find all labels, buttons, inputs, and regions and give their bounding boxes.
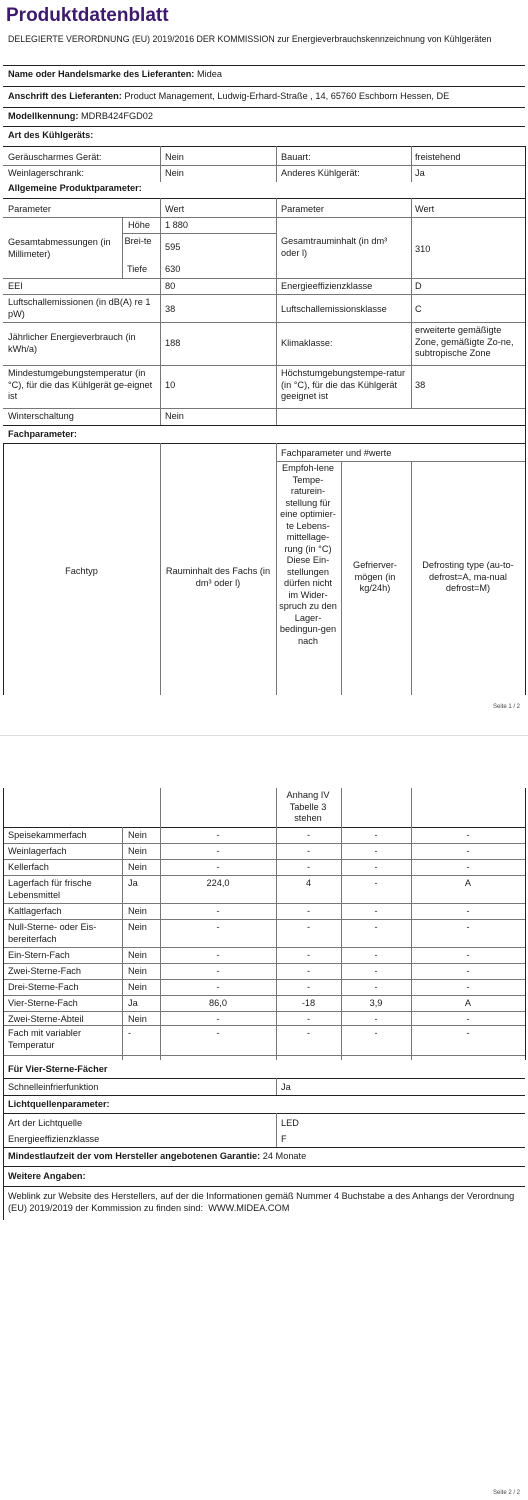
design-value: freistehend [415,152,461,162]
comp-present-cell: Ja [128,878,138,888]
col-value-header-2: Wert [415,204,435,214]
warranty-row [8,1151,306,1163]
comp-present-cell: Nein [128,922,147,932]
row-divider [3,859,525,860]
row-divider [3,979,525,980]
comp-type-cell: Null-Sterne- oder Eis-bereiterfach [8,922,97,944]
comp-temp-cell: - [306,982,311,992]
comp-volume-cell: - [216,950,220,960]
eclass-label: Energieeffizienzklasse [281,281,373,291]
comp-present-cell: Ja [128,998,138,1008]
comp-present-cell: Nein [128,950,147,960]
warranty-value: 24 Monate [262,1151,307,1161]
comp-defrost-cell: - [466,950,470,960]
comp-present-cell: - [128,1028,132,1038]
eei-label: EEI [8,281,23,291]
comp-freeze-cell: - [374,862,378,872]
row-divider [3,875,525,876]
comp-type-cell: Kellerfach [8,862,49,872]
row-divider [3,963,525,964]
comp-type-cell: Zwei-Sterne-Fach [8,966,82,976]
supplier-name-label: Name oder Handelsmarke des Lieferanten: [8,69,195,79]
comp-defrost-cell: A [464,878,472,888]
warranty-label: Mindestlaufzeit der vom Hersteller angebotenen Garantie: [8,1151,261,1161]
weblink-text: Weblink zur Website des Herstellers, auf der die Informationen gemäß Nummer 4 Buchstabe a des Anhangs der Verordnung (EU) 2019/2019 der Kommission zu finden sind: [8,1191,515,1214]
comp-temp-cell: - [306,862,311,872]
col-param-header-2: Parameter [281,204,324,214]
min-temp-value: 10 [165,380,176,390]
model-row [8,111,153,123]
light-type-value: LED [281,1118,299,1128]
col-value-header: Wert [165,204,185,214]
model-label: Modellkennung: [8,111,79,121]
dims-label: Gesamtabmessungen (in Millimeter) [8,237,111,259]
comp-present-cell: Nein [128,906,147,916]
comp-freeze-header: Gefrierver-mögen (in kg/24h) [353,560,397,593]
volume-value: 310 [415,244,431,254]
comp-volume-cell: - [216,862,220,872]
comp-freeze-cell: - [374,878,378,888]
noise-label: Luftschallemissionen (in dB(A) re 1 pW) [8,297,151,319]
annual-label: Jährlicher Energieverbrauch (in kWh/a) [8,332,136,354]
light-class-label: Energieeffizienzklasse [8,1134,100,1144]
comp-freeze-cell: - [374,966,378,976]
light-type-label: Art der Lichtquelle [8,1118,83,1128]
comp-type-cell: Lagerfach für frische Lebensmittel [8,878,92,900]
comp-type-header: Fachtyp [65,566,98,576]
climate-label: Klimaklasse: [281,338,333,348]
annual-value: 188 [165,338,181,348]
wine-value: Nein [165,168,184,178]
row-divider [3,1011,525,1012]
depth-value: 630 [165,264,181,274]
comp-temp-cell: 4 [305,878,312,888]
comp-present-cell: Nein [128,1014,147,1024]
page-number-1: Seite 1 / 2 [493,704,521,710]
comp-volume-cell: - [216,966,220,976]
min-temp-label: Mindestumgebungstemperatur (in °C), für die das Kühlgerät ge-eignet ist [8,368,153,401]
max-temp-value: 38 [415,380,426,390]
row-divider [3,995,525,996]
fast-freeze-label: Schnelleinfrierfunktion [8,1082,99,1092]
comp-volume-cell: - [216,922,220,932]
general-heading: Allgemeine Produktparameter: [8,183,142,193]
noise-class-label: Luftschallemissionsklasse [281,304,387,314]
comp-present-cell: Nein [128,862,147,872]
comp-type-cell: Kaltlagerfach [8,906,62,916]
comp-freeze-cell: - [374,922,378,932]
comp-volume-cell: - [216,982,220,992]
comp-defrost-cell: - [466,966,470,976]
further-heading: Weitere Angaben: [8,1171,86,1181]
other-value: Ja [415,168,425,178]
comp-volume-cell: 224,0 [206,878,230,888]
volume-label: Gesamtrauminhalt (in dm³ oder l) [281,236,388,258]
supplier-address-label: Anschrift des Lieferanten: [8,91,122,101]
weblink-url[interactable]: WWW.MIDEA.COM [208,1203,290,1214]
comp-type-cell: Vier-Sterne-Fach [8,998,78,1008]
width-label: Brei-te [124,236,152,246]
comp-volume-header: Rauminhalt des Fachs (in dm³ oder l) [165,566,271,588]
low-noise-value: Nein [165,152,184,162]
comp-volume-cell: - [216,906,220,916]
comp-temp-cell: - [306,1028,311,1038]
row-divider [3,919,525,920]
supplier-address-row [8,91,449,103]
row-divider [3,903,525,904]
model-id: MDRB424FGD02 [81,111,153,121]
comp-freeze-cell: - [374,846,378,856]
height-label: Höhe [128,220,150,230]
comp-temp-cell: - [306,1014,311,1024]
comp-defrost-cell: - [466,982,470,992]
comp-freeze-cell: - [374,982,378,992]
max-temp-label: Höchstumgebungstempe-ratur (in °C), für die das Kühlgerät geeignet ist [281,368,406,401]
comp-temp-cell: - [306,966,311,976]
comp-freeze-cell: - [374,950,378,960]
row-divider [3,1025,525,1026]
comp-type-cell: Weinlagerfach [8,846,67,856]
comp-defrost-cell: - [466,922,470,932]
comp-type-cell: Speisekammerfach [8,830,87,840]
col-param-header: Parameter [8,204,51,214]
comp-volume-cell: - [216,1028,220,1038]
comp-type-cell: Ein-Stern-Fach [8,950,70,960]
comp-freeze-cell: - [374,1028,378,1038]
design-label: Bauart: [281,152,311,162]
row-divider [3,1055,525,1056]
light-heading: Lichtquellenparameter: [8,1099,110,1109]
comp-type-cell: Zwei-Sterne-Abteil [8,1014,84,1024]
comp-defrost-cell: - [466,862,470,872]
comp-volume-cell: - [216,846,220,856]
four-star-heading: Für Vier-Sterne-Fächer [8,1064,108,1074]
comp-defrost-cell: - [466,1028,470,1038]
temp-header-cont: Anhang IV Tabelle 3 stehen [286,790,330,823]
fast-freeze-value: Ja [281,1082,291,1092]
winter-value: Nein [165,411,184,421]
page-title: Produktdatenblatt [6,5,169,26]
comp-values-heading: Fachparameter und #werte [281,448,392,458]
comp-type-cell: Fach mit variabler Temperatur [8,1028,82,1050]
comp-temp-cell: - [306,906,311,916]
row-divider [3,947,525,948]
climate-value: erweiterte gemäßigte Zone, gemäßigte Zo-ne, subtropische Zone [415,325,514,358]
comp-freeze-cell: - [374,906,378,916]
compartment-heading: Fachparameter: [8,429,77,439]
eclass-value: D [415,281,422,291]
comp-volume-cell: 86,0 [209,998,227,1008]
depth-label: Tiefe [127,264,148,274]
supplier-name: Midea [196,69,222,79]
comp-present-cell: Nein [128,966,147,976]
comp-present-cell: Nein [128,982,147,992]
supplier-address: Product Management, Ludwig-Erhard-Straße , 14, 65760 Eschborn Hessen, DE [124,91,450,101]
noise-value: 38 [165,304,176,314]
regulation-text: DELEGIERTE VERORDNUNG (EU) 2019/2016 DER KOMMISSION zur Energieverbrauchskennzeichnung von Kühlgeräten [8,34,492,44]
comp-temp-cell: - [306,830,311,840]
noise-class-value: C [415,304,422,314]
comp-temp-header: Empfoh-lene Tempe-raturein-stellung für eine optimier-te Lebens-mittellage-rung (in °C) Diese Ein-stellungen dürfen nicht im Wider-spruch zu den Lager-bedingun-gen nach [279,463,337,646]
width-value: 595 [165,242,181,252]
weblink-row [8,1190,520,1215]
other-label: Anderes Kühlgerät: [281,168,360,178]
supplier-name-row [8,69,222,81]
comp-defrost-cell: - [466,906,470,916]
comp-present-cell: Nein [128,846,147,856]
comp-present-cell: Nein [128,830,147,840]
page-number-2: Seite 2 / 2 [493,1490,521,1496]
wine-label: Weinlagerschrank: [8,168,84,178]
comp-freeze-cell: 3,9 [369,998,383,1008]
comp-defrost-cell: - [466,830,470,840]
device-type-heading: Art des Kühlgeräts: [8,130,94,140]
low-noise-label: Geräuscharmes Gerät: [8,152,102,162]
comp-volume-cell: - [216,1014,220,1024]
winter-label: Winterschaltung [8,411,74,421]
comp-type-cell: Drei-Sterne-Fach [8,982,79,992]
light-class-value: F [281,1134,287,1144]
comp-temp-cell: - [306,922,311,932]
comp-temp-cell: - [306,950,311,960]
comp-defrost-cell: - [466,846,470,856]
height-value: 1 880 [165,220,188,230]
comp-freeze-cell: - [374,1014,378,1024]
comp-temp-cell: -18 [301,998,316,1008]
comp-temp-cell: - [306,846,311,856]
comp-volume-cell: - [216,830,220,840]
comp-defrost-cell: - [466,1014,470,1024]
comp-defrost-header: Defrosting type (au-to-defrost=A, ma-nual defrost=M) [422,560,514,593]
eei-value: 80 [165,281,176,291]
comp-freeze-cell: - [374,830,378,840]
row-divider [3,843,525,844]
comp-defrost-cell: A [464,998,472,1008]
